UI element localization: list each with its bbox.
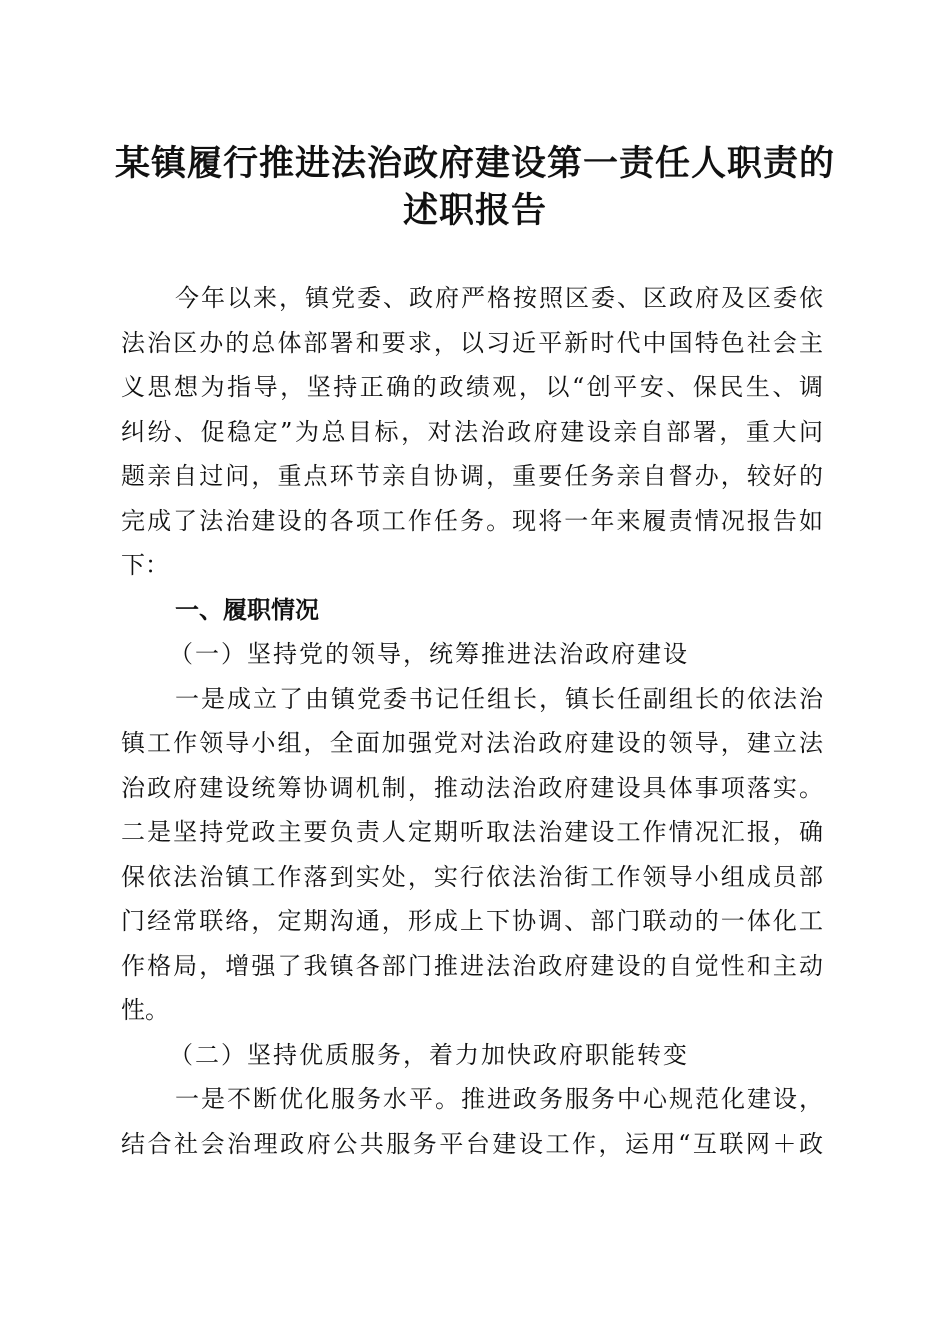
text-line: 一是成立了由镇党委书记任组长，镇长任副组长的依法治 — [175, 684, 823, 713]
text-line: 镇工作领导小组，全面加强党对法治政府建设的领导，建立法 — [121, 729, 823, 757]
text-line: 义思想为指导，坚持正确的政绩观，以“创平安、保民生、调 — [121, 373, 823, 401]
text-line: 性。 — [121, 996, 169, 1024]
document-body — [121, 281, 823, 1171]
intro-paragraph — [121, 281, 823, 593]
section-heading: 一、履职情况 — [175, 594, 319, 624]
text-line: 治政府建设统筹协调机制，推动法治政府建设具体事项落实。 — [121, 773, 823, 802]
text-line: 法治区办的总体部署和要求，以习近平新时代中国特色社会主 — [121, 328, 823, 357]
text-line: 二是坚持党政主要负责人定期听取法治建设工作情况汇报，确 — [121, 818, 823, 846]
text-line: 保依法治镇工作落到实处，实行依法治街工作领导小组成员部 — [121, 862, 823, 891]
text-line: 纠纷、促稳定”为总目标，对法治政府建设亲自部署，重大问 — [121, 417, 823, 446]
text-line: 下： — [121, 551, 169, 579]
subsection-heading: （一）坚持党的领导，统筹推进法治政府建设 — [169, 640, 689, 668]
text-line: 题亲自过问，重点环节亲自协调，重要任务亲自督办，较好的 — [121, 462, 823, 490]
text-line: 完成了法治建设的各项工作任务。现将一年来履责情况报告如 — [121, 506, 823, 535]
paragraph-2 — [121, 1082, 823, 1171]
subsection-heading: （二）坚持优质服务，着力加快政府职能转变 — [169, 1040, 689, 1069]
text-line: 门经常联络，定期沟通，形成上下协调、部门联动的一体化工 — [121, 907, 823, 935]
document-title-line-1: 某镇履行推进法治政府建设第一责任人职责的 — [114, 143, 835, 184]
document-title-line-2: 述职报告 — [402, 190, 547, 231]
text-line: 结合社会治理政府公共服务平台建设工作，运用“互联网＋政 — [121, 1129, 823, 1158]
text-line: 作格局，增强了我镇各部门推进法治政府建设的自觉性和主动 — [121, 951, 823, 980]
text-line: 一是不断优化服务水平。推进政务服务中心规范化建设， — [175, 1085, 823, 1113]
text-line: 今年以来，镇党委、政府严格按照区委、区政府及区委依 — [175, 284, 823, 312]
paragraph-1 — [121, 682, 823, 1038]
